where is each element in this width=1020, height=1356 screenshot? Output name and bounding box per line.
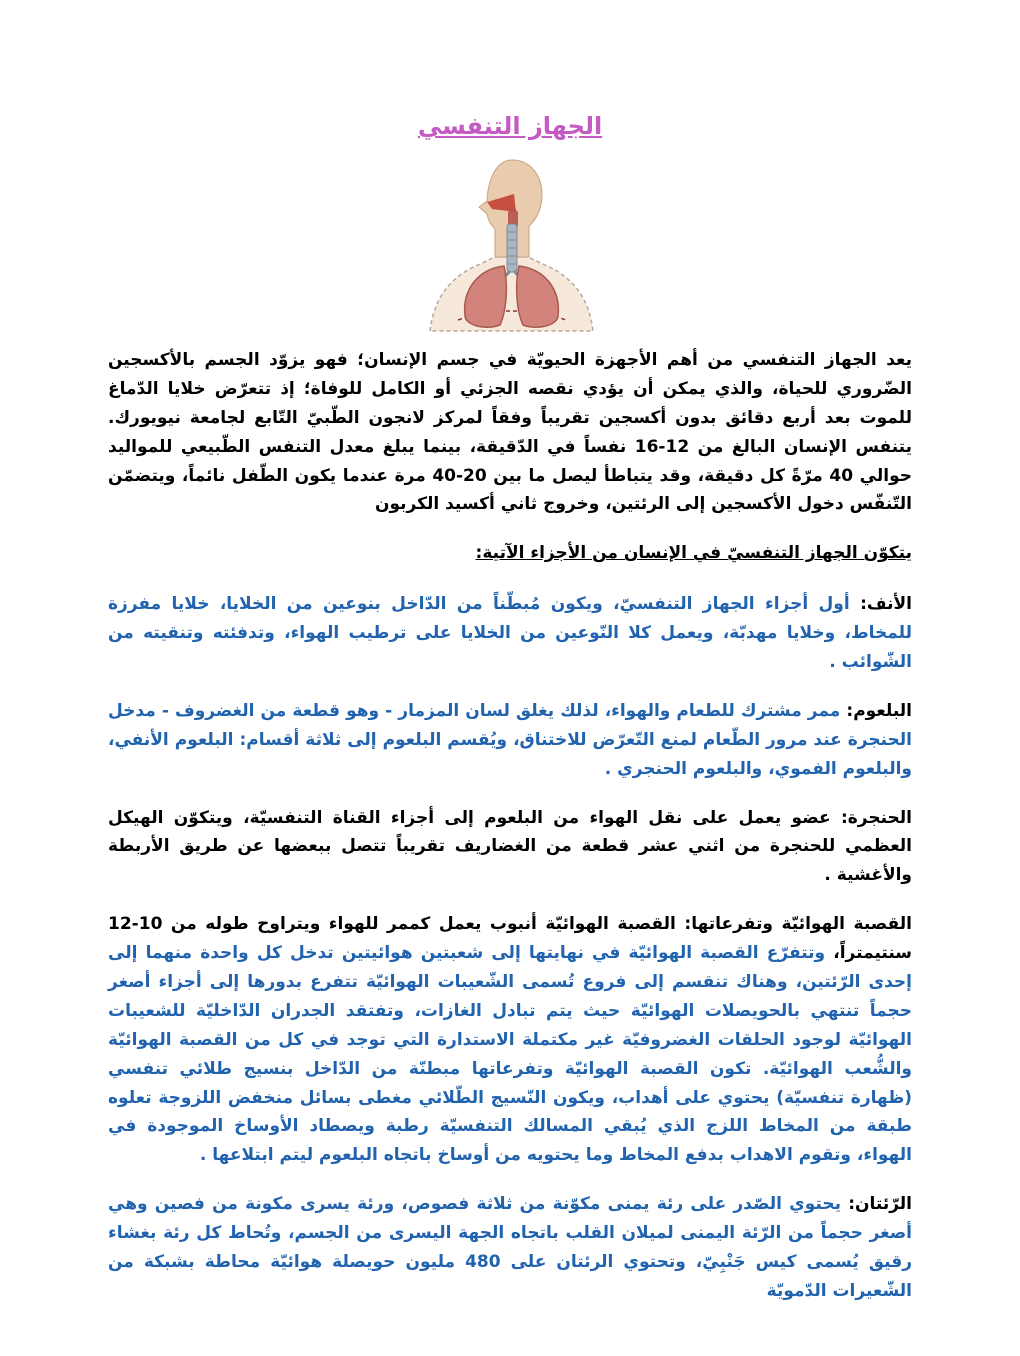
intro-paragraph: يعد الجهاز التنفسي من أهم الأجهزة الحيويّة في جسم الإنسان؛ فهو يزوّد الجسم بالأكسجين الضّروري للحياة، والذي يمكن أن يؤدي نقصه الجزئي أو الكامل للوفاة؛ إذ تتعرّض خلايا الدّماغ للموت بعد أربع دقائق بدون أكسجين تقريباً وفقاً لمركز لانجون الطّبيّ التّابع لجامعة نيويورك. يتنفس الإنسان البالغ من 12-16 نفساً في الدّقيقة، بينما يبلغ معدل التنفس الطّبيعي للمواليد حوالي 40 مرّةً كل دقيقة، وقد يتباطأ ليصل ما بين 20-40 مرة عندما يكون الطّفل نائماً، ويتضمّن التّنفّس دخول الأكسجين إلى الرئتين، وخروج ثاني أكسيد الكربون xyxy=(108,350,912,515)
section-pharynx-blue-text: ممر مشترك للطعام والهواء، لذلك يغلق لسان المزمار - وهو قطعة من الغضروف - مدخل الحنجرة عند مرور الطّعام لمنع التّعرّض للاختناق، ويُقسم البلعوم إلى ثلاثة أقسام: البلعوم الأنفي، والبلعوم الفموي، والبلعوم الحنجري . xyxy=(108,700,912,779)
section-trachea xyxy=(108,910,912,1170)
section-nose-blue-text: أول أجزاء الجهاز التنفسيّ، ويكون مُبطّناً من الدّاخل بنوعين من الخلايا، خلايا مفرزة للمخاط، وخلايا مهدبّة، ويعمل كلا النّوعين من الخلايا على ترطيب الهواء، وتدفئته وتنقيته من الشّوائب . xyxy=(108,594,912,673)
section-larynx xyxy=(108,804,912,891)
section-pharynx-label: البلعوم: xyxy=(846,700,912,721)
section-larynx-black-text: عضو يعمل على نقل الهواء من البلعوم إلى أجزاء القناة التنفسيّة، ويتكوّن الهيكل العظمي للحنجرة من اثني عشر قطعة من الغضاريف تقريباً تتصل ببعضها عن طريق الأربطة والأغشية . xyxy=(108,807,912,886)
section-larynx-label: الحنجرة: xyxy=(840,807,913,828)
section-trachea-black-text: القصبة الهوائيّة أنبوب يعمل كممر للهواء ويتراوح طوله من 10-12 سنتيمتراً، xyxy=(108,914,912,964)
section-lungs-label: الرّئتان: xyxy=(848,1194,912,1215)
subheading xyxy=(108,539,912,568)
respiratory-figure xyxy=(108,150,912,332)
section-pharynx xyxy=(108,697,912,784)
page-title xyxy=(108,112,912,140)
respiratory-illustration xyxy=(408,150,613,332)
section-trachea-blue-text: وتتفرّع القصبة الهوائيّة في نهايتها إلى شعبتين هوائيتين تدخل كل واحدة منهما إلى إحدى الرّئتين، وهناك تنقسم إلى فروع تُسمى الشّعيبات الهوائيّة تتفرع بدورها إلى أجزاء أصغر حجماً تنتهي بالحويصلات الهوائيّة حيث يتم تبادل الغازات، وتفتقد الجدران الدّاخليّة للشعيبات الهوائيّة لوجود الحلقات الغضروفيّة غير مكتملة الاستدارة التي توجد في كل من القصبة الهوائيّة والشُّعب الهوائيّة. تكون القصبة الهوائيّة وتفرعاتها مبطنّة من الدّاخل بنسيج طلائي تنفسي (ظهارة تنفسيّة) يحتوي على أهداب، ويكون النّسيج الطّلائي مغطى بسائل منخفض اللزوجة تعلوه طبقة من المخاط اللزج الذي يُبقي المسالك التنفسيّة رطبة ويصطاد الأوساخ الموجودة في الهواء، وتقوم الاهداب بدفع المخاط وما يحتويه من أوساخ باتجاه البلعوم ليتم ابتلاعها . xyxy=(108,943,912,1166)
section-lungs-blue-text: يحتوي الصّدر على رئة يمنى مكوّنة من ثلاثة فصوص، ورئة يسرى مكونة من فصين وهي أصغر حجماً من الرّئة اليمنى لميلان القلب باتجاه الجهة اليسرى من الجسم، وتُحاط كل رئة بغشاء رقيق يُسمى كيس جَنْبِيّ، وتحتوي الرئتان على 480 مليون حويصلة هوائيّة محاطة بشبكة من الشّعيرات الدّمويّة xyxy=(108,1194,912,1301)
section-nose-label: الأنف: xyxy=(860,594,912,615)
subheading-text: يتكوّن الجهاز التنفسيّ في الإنسان من الأجزاء الآتية: xyxy=(475,543,912,564)
page-title-text: الجهاز التنفسي xyxy=(417,112,603,140)
section-lungs xyxy=(108,1190,912,1306)
section-trachea-label: القصبة الهوائيّة وتفرعاتها: xyxy=(684,914,912,935)
section-nose xyxy=(108,590,912,677)
